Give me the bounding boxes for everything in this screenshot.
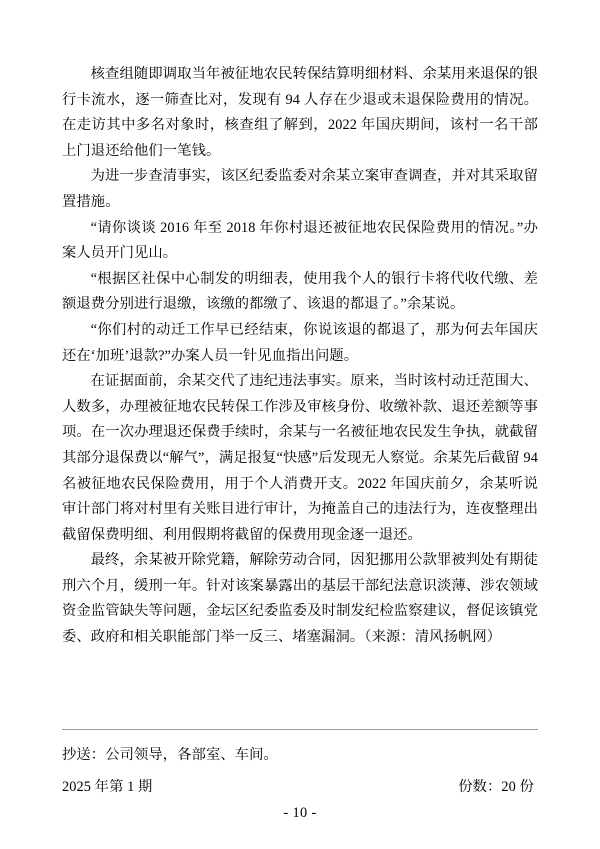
paragraph: 为进一步查清事实，该区纪委监委对余某立案审查调查，并对其采取留置措施。 [62,168,538,210]
paragraph: “请你谈谈 2016 年至 2018 年你村退还被征地农民保险费用的情况。”办案人员开门见山。 [62,219,538,262]
page-number: - 10 - [283,805,317,821]
distribution-line: 抄送：公司领导，各部室、车间。 [62,747,278,763]
copies-label: 份数：20 份 [458,779,534,795]
footer-divider [62,729,538,730]
paragraph: “根据区社保中心制发的明细表，使用我个人的银行卡将代收代缴、差额退费分别进行退缴，该缴的都缴了、该退的都退了。”余某说。 [62,270,538,313]
article-body [62,62,538,651]
paragraph: 核查组随即调取当年被征地农民转保结算明细材料、余某用来退保的银行卡流水，逐一筛查比对，发现有 94 人存在少退或未退保险费用的情况。在走访其中多名对象时，核查组了解到，2022 年国庆期间，该村一名干部上门退还给他们一笔钱。 [62,66,538,159]
paragraph: 在证据面前，余某交代了违纪违法事实。原来，当时该村动迁范围大、人数多，办理被征地农民转保工作涉及审核身份、收缴补款、退还差额等事项。在一次办理退还保费手续时，余某与一名被征地农民发生争执，就截留其部分退保费以“解气”，满足报复“快感”后发现无人察觉。余某先后截留 94 名被征地农民保险费用，用于个人消费开支。2022 年国庆前夕，余某听说审计部门将对村里有关账目进行审计，为掩盖自己的违法行为，连夜整理出截留保费明细、利用假期将截留的保费用现金逐一退还。 [62,373,538,543]
footer-row [62,776,538,796]
paragraph: 最终，余某被开除党籍，解除劳动合同，因犯挪用公款罪被判处有期徒刑六个月，缓刑一年。针对该案暴露出的基层干部纪法意识淡薄、涉农领域资金监管缺失等问题，金坛区纪委监委及时制发纪检监察建议，督促该镇党委、政府和相关职能部门举一反三、堵塞漏洞。（来源：清风扬帆网） [62,552,538,646]
paragraph: “你们村的动迁工作早已经结束，你说该退的都退了，那为何去年国庆还在‘加班’退款?”办案人员一针见血指出问题。 [62,321,538,364]
issue-label: 2025 年第 1 期 [62,779,153,795]
